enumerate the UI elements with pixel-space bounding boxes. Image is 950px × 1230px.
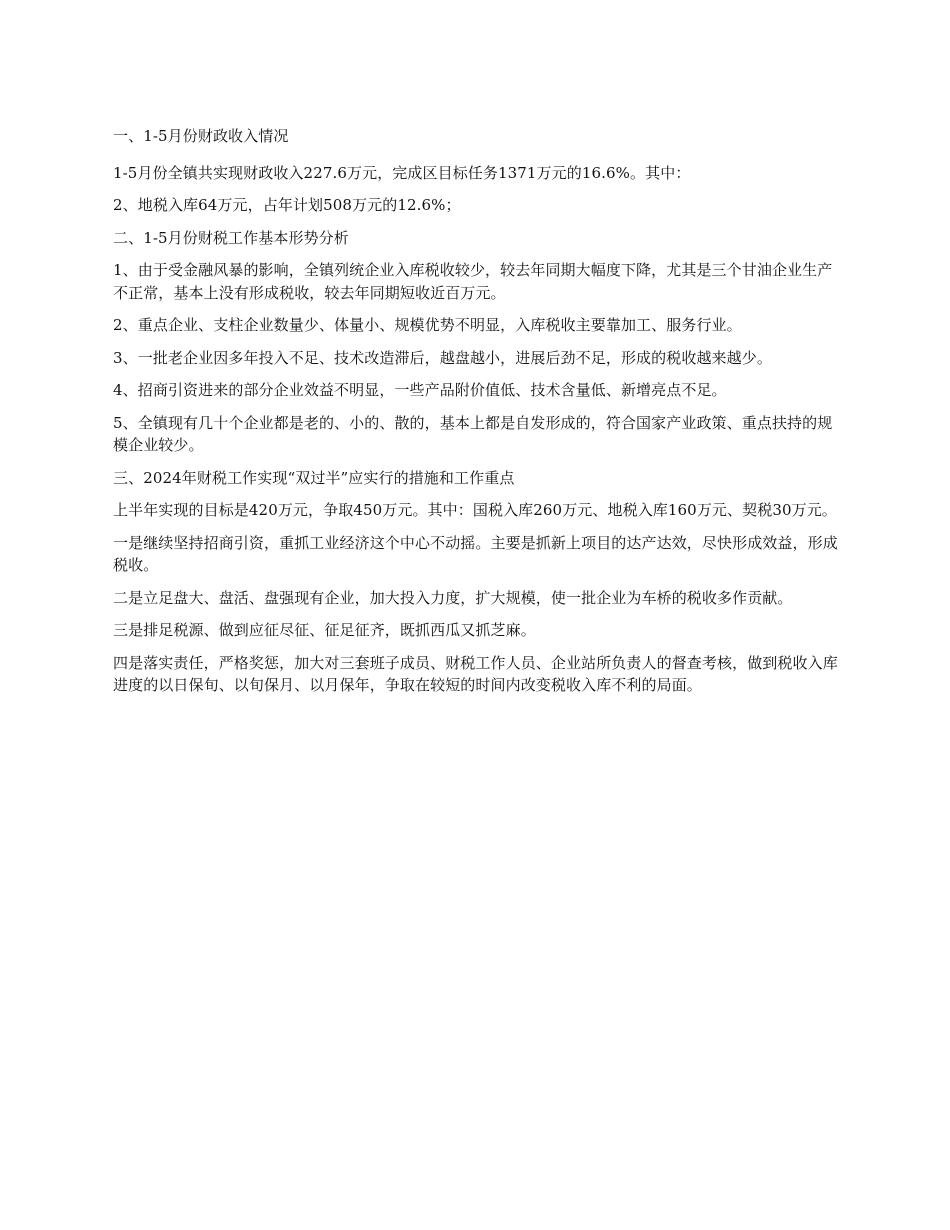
paragraph-analysis-5: 5、全镇现有几十个企业都是老的、小的、散的，基本上都是自发形成的，符合国家产业政策、重点扶持的规模企业较少。 bbox=[113, 413, 833, 454]
section-heading-3: 三、2024年财税工作实现“双过半”应实行的措施和工作重点 bbox=[113, 468, 515, 487]
paragraph-analysis-2: 2、重点企业、支柱企业数量少、体量小、规模优势不明显，入库税收主要靠加工、服务行业。 bbox=[113, 316, 742, 334]
paragraph-analysis-3: 3、一批老企业因多年投入不足、技术改造滞后，越盘越小，进展后劲不足，形成的税收越来越少。 bbox=[113, 348, 772, 367]
paragraph-measure-2: 二是立足盘大、盘活、盘强现有企业，加大投入力度，扩大规模，使一批企业为车桥的税收多作贡献。 bbox=[113, 588, 793, 607]
paragraph-measure-3: 三是排足税源、做到应征尽征、征足征齐，既抓西瓜又抓芝麻。 bbox=[113, 621, 536, 639]
paragraph-measure-4: 四是落实责任，严格奖惩，加大对三套班子成员、财税工作人员、企业站所负责人的督查考核，做到税收入库进度的以日保旬、以旬保月、以月保年，争取在较短的时间内改变税收入库不利的局面。 bbox=[113, 653, 838, 694]
paragraph-analysis-4: 4、招商引资进来的部分企业效益不明显，一些产品附价值低、技术含量低、新增亮点不足。 bbox=[113, 381, 727, 399]
document-page bbox=[113, 125, 843, 707]
paragraph-measure-1: 一是继续坚持招商引资，重抓工业经济这个中心不动摇。主要是抓新上项目的达产达效，尽快形成效益，形成税收。 bbox=[113, 533, 838, 574]
section-heading-2: 二、1-5月份财税工作基本形势分析 bbox=[113, 228, 349, 247]
paragraph-local-tax: 2、地税入库64万元，占年计划508万元的12.6%； bbox=[113, 196, 461, 214]
paragraph-analysis-1: 1、由于受金融风暴的影响，全镇列统企业入库税收较少，较去年同期大幅度下降，尤其是三个甘油企业生产不正常，基本上没有形成税收，较去年同期短收近百万元。 bbox=[113, 261, 833, 302]
paragraph-targets: 上半年实现的目标是420万元，争取450万元。其中：国税入库260万元、地税入库160万元、契税30万元。 bbox=[113, 501, 837, 519]
section-heading-1: 一、1-5月份财政收入情况 bbox=[113, 127, 289, 145]
paragraph-revenue-summary: 1-5月份全镇共实现财政收入227.6万元，完成区目标任务1371万元的16.6%。其中： bbox=[113, 163, 691, 182]
